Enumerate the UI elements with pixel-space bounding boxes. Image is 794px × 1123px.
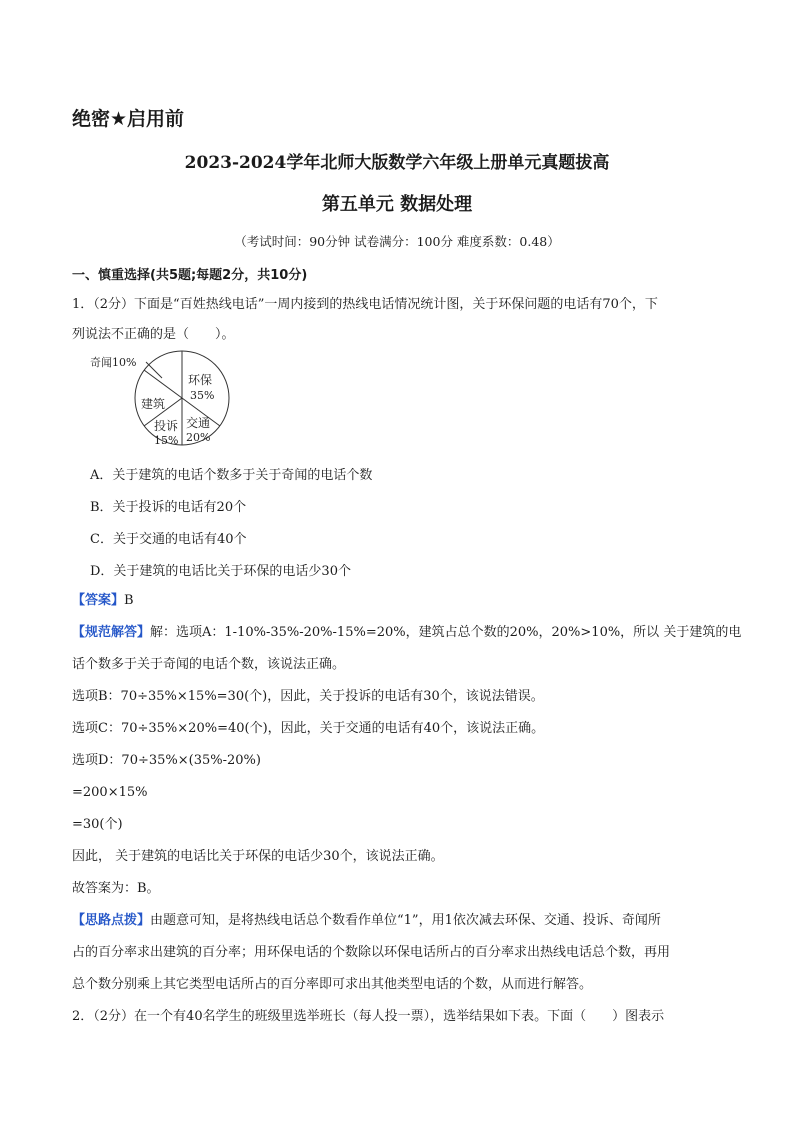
solution-option-c: 选项C：70÷35%×20%=40(个)，因此，关于交通的电话有40个，该说法正确。 [72,721,545,736]
hint-line2: 占的百分率求出建筑的百分率；用环保电话的个数除以环保电话所占的百分率求出热线电话总个数，再用 [72,945,671,960]
solution-line1 [72,624,741,642]
answer-value: B [124,593,134,608]
pie-label-jianzhu: 建筑 [141,397,166,411]
q1-option-c: C．关于交通的电话有40个 [90,532,247,547]
q1-option-a: A．关于建筑的电话个数多于关于奇闻的电话个数 [90,468,373,483]
unit-title: 第五单元 数据处理 [321,194,473,215]
calc-step2: =30(个) [72,817,123,832]
section-heading: 一、慎重选择(共5题;每题2分，共10分) [72,268,308,283]
solution-option-b: 选项B：70÷35%×15%=30(个)，因此，关于投诉的电话有30个，该说法错误。 [72,689,544,704]
pie-chart-figure [84,348,294,448]
pie-divider [146,362,162,378]
hint-line1 [72,912,661,930]
q2-stem-line1: 2．（2分）在一个有40名学生的班级里选举班长（每人投一票），选举结果如下表。下面（ ）图表示 [72,1009,665,1024]
q1-stem-line2: 列说法不正确的是（ ）。 [72,327,235,342]
confidential-mark: 绝密★启用前 [72,108,185,130]
answer-line [72,592,134,610]
solution-conclusion: 因此， 关于建筑的电话比关于环保的电话少30个，该说法正确。 [72,849,444,864]
solution-line2: 话个数多于关于奇闻的电话个数，该说法正确。 [72,657,346,672]
pie-label-qiwen: 奇闻10% [90,356,137,369]
solution-text1: 解：选项A：1-10%-35%-20%-15%=20%，建筑占总个数的20%，20%>10%，所以 关于建筑的电 [150,625,742,640]
hint-line3: 总个数分别乘上其它类型电话所占的百分率即可求出其他类型电话的个数，从而进行解答。 [72,977,593,992]
calc-step1: =200×15% [72,785,148,800]
exam-meta: （考试时间：90分钟 试卷满分：100分 难度系数：0.48） [234,234,560,249]
q1-option-b: B．关于投诉的电话有20个 [90,500,247,515]
q1-option-d: D．关于建筑的电话比关于环保的电话少30个 [90,564,351,579]
solution-option-d: 选项D：70÷35%×(35%-20%) [72,753,261,768]
exam-title: 2023-2024学年北师大版数学六年级上册单元真题拔高 [184,153,610,173]
pie-label-huanbao: 环保 [188,373,213,387]
solution-tag: 【规范解答】 [72,625,151,640]
q1-stem-line1: 1．（2分）下面是“百姓热线电话”一周内接到的热线电话情况统计图，关于环保问题的电话有70个，下 [72,297,658,312]
answer-tag: 【答案】 [72,593,125,608]
pie-value-huanbao: 35% [190,389,215,402]
final-answer: 故答案为：B。 [72,881,160,896]
pie-value-tousu: 15% [154,434,179,447]
pie-label-tousu: 投诉 [154,419,179,433]
hint-text1: 由题意可知，是将热线电话总个数看作单位“1”，用1依次减去环保、交通、投诉、奇闻所 [150,913,661,928]
pie-divider [144,370,182,398]
pie-value-jiaotong: 20% [186,431,211,444]
hint-tag: 【思路点拨】 [72,913,151,928]
pie-label-jiaotong: 交通 [186,416,211,430]
